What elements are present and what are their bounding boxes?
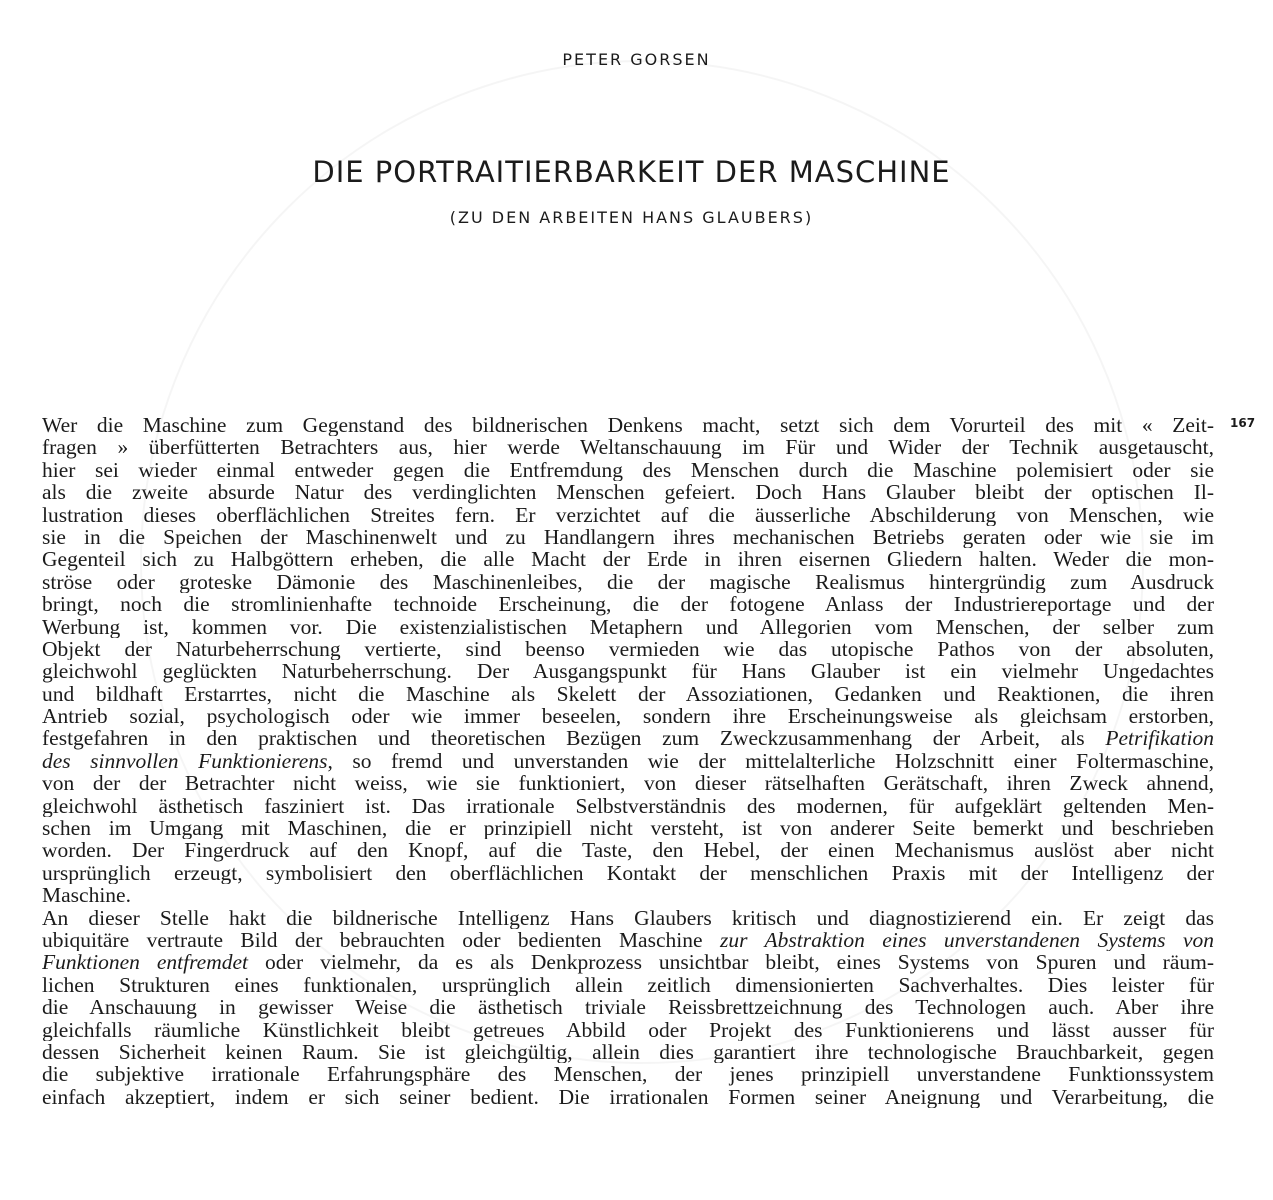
text-line [42,1063,1214,1085]
text-segment: Maschine. [42,884,131,907]
text-line [42,727,1214,749]
text-line [42,1086,1214,1108]
italic-text: zur Abstraktion eines unverstandenen Systems von [719,928,1214,952]
text-segment: fragen » überfütterten Betrachters aus, hier werde Weltanschauung im Für und Wider der Technik ausgetauscht, [42,436,1214,459]
text-line [42,772,1214,794]
text-segment: oder vielmehr, da es als Denkprozess unsichtbar bleibt, eines Systems von Spuren und räum- [248,951,1214,974]
text-segment: die Anschauung in gewisser Weise die ästhetisch triviale Reissbrettzeichnung des Technologen auch. Aber ihre [42,996,1214,1019]
text-segment: lichen Strukturen eines funktionalen, ursprünglich allein zeitlich dimensionierten Sachverhaltes. Dies leister für [42,973,1214,997]
text-line [42,436,1214,458]
text-segment: von der der Betrachter nicht weiss, wie sie funktioniert, von dieser rätselhaften Gerätschaft, ihren Zweck ahnend, [42,772,1214,795]
italic-text: des sinnvollen Funktionierens [42,749,328,773]
italic-text: Funktionen entfremdet [42,951,249,974]
text-segment: Werbung ist, kommen vor. Die existenzialistischen Metaphern und Allegorien vom Menschen, der selber zum [42,615,1214,638]
text-line [42,660,1214,682]
text-segment: , so fremd und unverstanden wie der mittelalterliche Holzschnitt einer Foltermaschine, [327,749,1214,773]
text-line [42,907,1214,929]
text-segment: ströse oder groteske Dämonie des Maschinenleibes, die der magische Realismus hintergründig zum Ausdruck [42,570,1214,594]
text-line [42,504,1214,526]
body-text [42,414,1214,1108]
text-line [42,571,1214,593]
text-segment: ursprünglich erzeugt, symbolisiert den oberflächlichen Kontakt der menschlichen Praxis mit der Intelligenz der [42,861,1214,885]
text-segment: die subjektive irrationale Erfahrungsphäre des Menschen, der jenes prinzipiell unverstandene Funktionssystem [42,1063,1214,1086]
text-line [42,929,1214,951]
text-line [42,683,1214,705]
text-segment: Objekt der Naturbeherrschung vertierte, sind beenso vermieden wie das utopische Pathos von der absoluten, [42,637,1214,661]
text-segment: An dieser Stelle hakt die bildnerische Intelligenz Hans Glaubers kritisch und diagnostizierend ein. Er zeigt das [42,906,1214,929]
italic-text: Petrifikation [1105,727,1214,750]
text-line [42,951,1214,973]
text-line [42,459,1214,481]
text-segment: und bildhaft Erstarrtes, nicht die Maschine als Skelett der Assoziationen, Gedanken und Reaktionen, die ihren [42,682,1214,706]
article-title: DIE PORTRAITIERBARKEIT DER MASCHINE [312,155,951,189]
text-line [42,996,1214,1018]
text-segment: als die zweite absurde Natur des verdinglichten Menschen gefeiert. Doch Hans Glauber bleibt der optischen Il- [42,481,1214,504]
text-line [42,1019,1214,1041]
text-line [42,1041,1214,1063]
text-line [42,616,1214,638]
text-line [42,481,1214,503]
text-segment: worden. Der Fingerdruck auf den Knopf, auf die Taste, den Hebel, der einen Mechanismus auslöst aber nicht [42,839,1214,862]
text-segment: gleichwohl geglückten Naturbeherrschung. Der Ausgangspunkt für Hans Glauber ist ein vielmehr Ungedachtes [42,660,1214,683]
text-segment: gleichfalls räumliche Künstlichkeit bleibt getreues Abbild oder Projekt des Funktionierens und lässt ausser für [42,1018,1214,1041]
text-segment: bringt, noch die stromlinienhafte technoide Erscheinung, die der fotogene Anlass der Industriereportage und der [42,593,1214,616]
text-segment: sie in die Speichen der Maschinenwelt und zu Handlangern ihres mechanischen Betriebs geraten oder wie sie im [42,525,1214,549]
text-line [42,795,1214,817]
text-line [42,884,1214,906]
text-line [42,705,1214,727]
text-line [42,750,1214,772]
text-line [42,638,1214,660]
text-line [42,862,1214,884]
text-line [42,526,1214,548]
article-subtitle: (ZU DEN ARBEITEN HANS GLAUBERS) [449,208,814,227]
text-segment: dessen Sicherheit keinen Raum. Sie ist gleichgültig, allein dies garantiert ihre technologische Brauchbarkeit, gegen [42,1040,1214,1064]
page-number: 167 [1230,416,1256,430]
text-line [42,817,1214,839]
text-segment: Gegenteil sich zu Halbgöttern erheben, die alle Macht der Erde in ihren eisernen Gliedern halten. Weder die mon- [42,548,1214,571]
text-line [42,974,1214,996]
text-segment: gleichwohl ästhetisch fasziniert ist. Das irrationale Selbstverständnis des modernen, für aufgeklärt geltenden Men- [42,794,1214,818]
text-segment: lustration dieses oberflächlichen Streites fern. Er verzichtet auf die äusserliche Abschilderung von Menschen, wie [42,503,1214,526]
text-line [42,839,1214,861]
text-segment: festgefahren in den praktischen und theoretischen Bezügen zum Zweckzusammenhang der Arbeit, als [42,727,1106,750]
text-segment: Antrieb sozial, psychologisch oder wie immer beseelen, sondern ihre Erscheinungsweise als gleichsam erstorben, [42,705,1214,728]
text-line [42,593,1214,615]
text-segment: einfach akzeptiert, indem er sich seiner bedient. Die irrationalen Formen seiner Aneignung und Verarbeitung, die [42,1085,1214,1109]
text-segment: ubiquitäre vertraute Bild der bebrauchten oder bedienten Maschine [42,928,720,952]
text-line [42,414,1214,436]
author-name: PETER GORSEN [562,50,711,69]
text-segment: schen im Umgang mit Maschinen, die er prinzipiell nicht versteht, ist von anderer Seite bemerkt und beschrieben [42,817,1214,840]
text-line [42,548,1214,570]
text-segment: hier sei wieder einmal entweder gegen die Entfremdung des Menschen durch die Maschine polemisiert oder sie [42,458,1214,482]
text-segment: Wer die Maschine zum Gegenstand des bildnerischen Denkens macht, setzt sich dem Vorurteil des mit « Zeit- [42,414,1214,437]
